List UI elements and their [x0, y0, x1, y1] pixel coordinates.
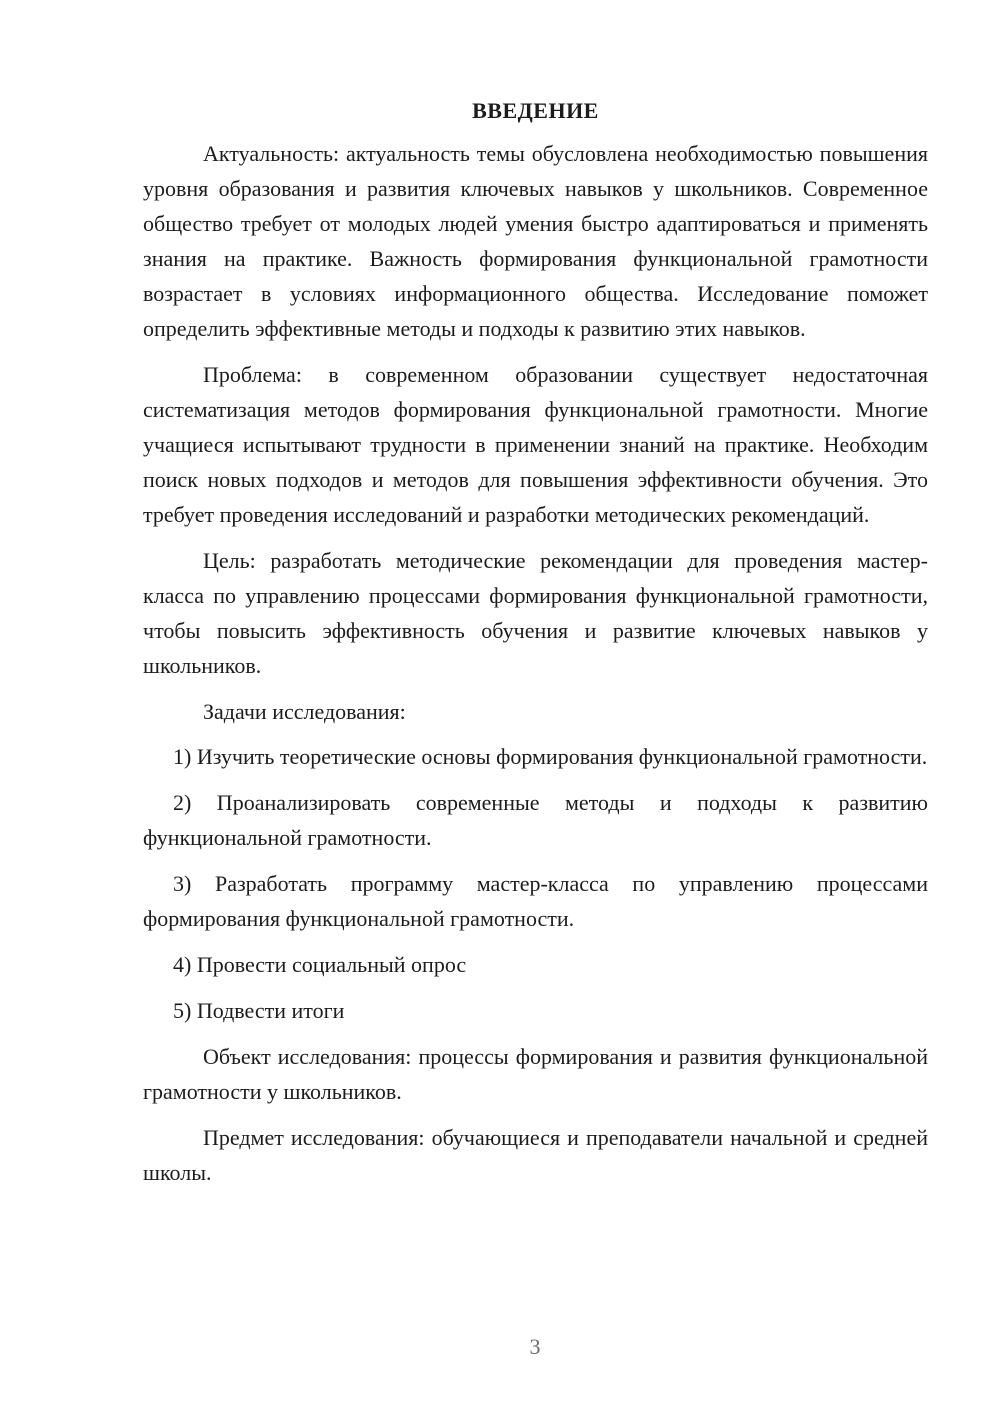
task-item-2: 2) Проанализировать современные методы и подходы к развитию функциональной грамотности. — [143, 790, 928, 850]
goal-paragraph: Цель: разработать методические рекомендации для проведения мастер-класса по управлению процессами формирования функциональной грамотности, чтобы повысить эффективность обучения и развитие ключевых навыков у школьников. — [143, 548, 928, 678]
task-item-4: 4) Провести социальный опрос — [173, 952, 467, 977]
page-number: 3 — [529, 1334, 541, 1359]
task-item-1: 1) Изучить теоретические основы формирования функциональной грамотности. — [173, 744, 928, 769]
section-title: ВВЕДЕНИЕ — [472, 98, 599, 123]
task-item-5: 5) Подвести итоги — [173, 998, 345, 1023]
tasks-heading: Задачи исследования: — [203, 699, 406, 724]
relevance-paragraph: Актуальность: актуальность темы обусловлена необходимостью повышения уровня образования и развития ключевых навыков у школьников. Современное общество требует от молодых людей умения быстро адаптироваться и применять знания на практике. Важность формирования функциональной грамотности возрастает в условиях информационного общества. Исследование поможет определить эффективные методы и подходы к развитию этих навыков. — [143, 141, 928, 341]
task-item-3: 3) Разработать программу мастер-класса по управлению процессами формирования функциональной грамотности. — [143, 871, 928, 931]
object-paragraph: Объект исследования: процессы формирования и развития функциональной грамотности у школьников. — [143, 1044, 928, 1104]
subject-paragraph: Предмет исследования: обучающиеся и преподаватели начальной и средней школы. — [143, 1125, 928, 1185]
page-content — [143, 96, 928, 1201]
problem-paragraph: Проблема: в современном образовании существует недостаточная систематизация методов формирования функциональной грамотности. Многие учащиеся испытывают трудности в применении знаний на практике. Необходим поиск новых подходов и методов для повышения эффективности обучения. Это требует проведения исследований и разработки методических рекомендаций. — [143, 362, 928, 527]
